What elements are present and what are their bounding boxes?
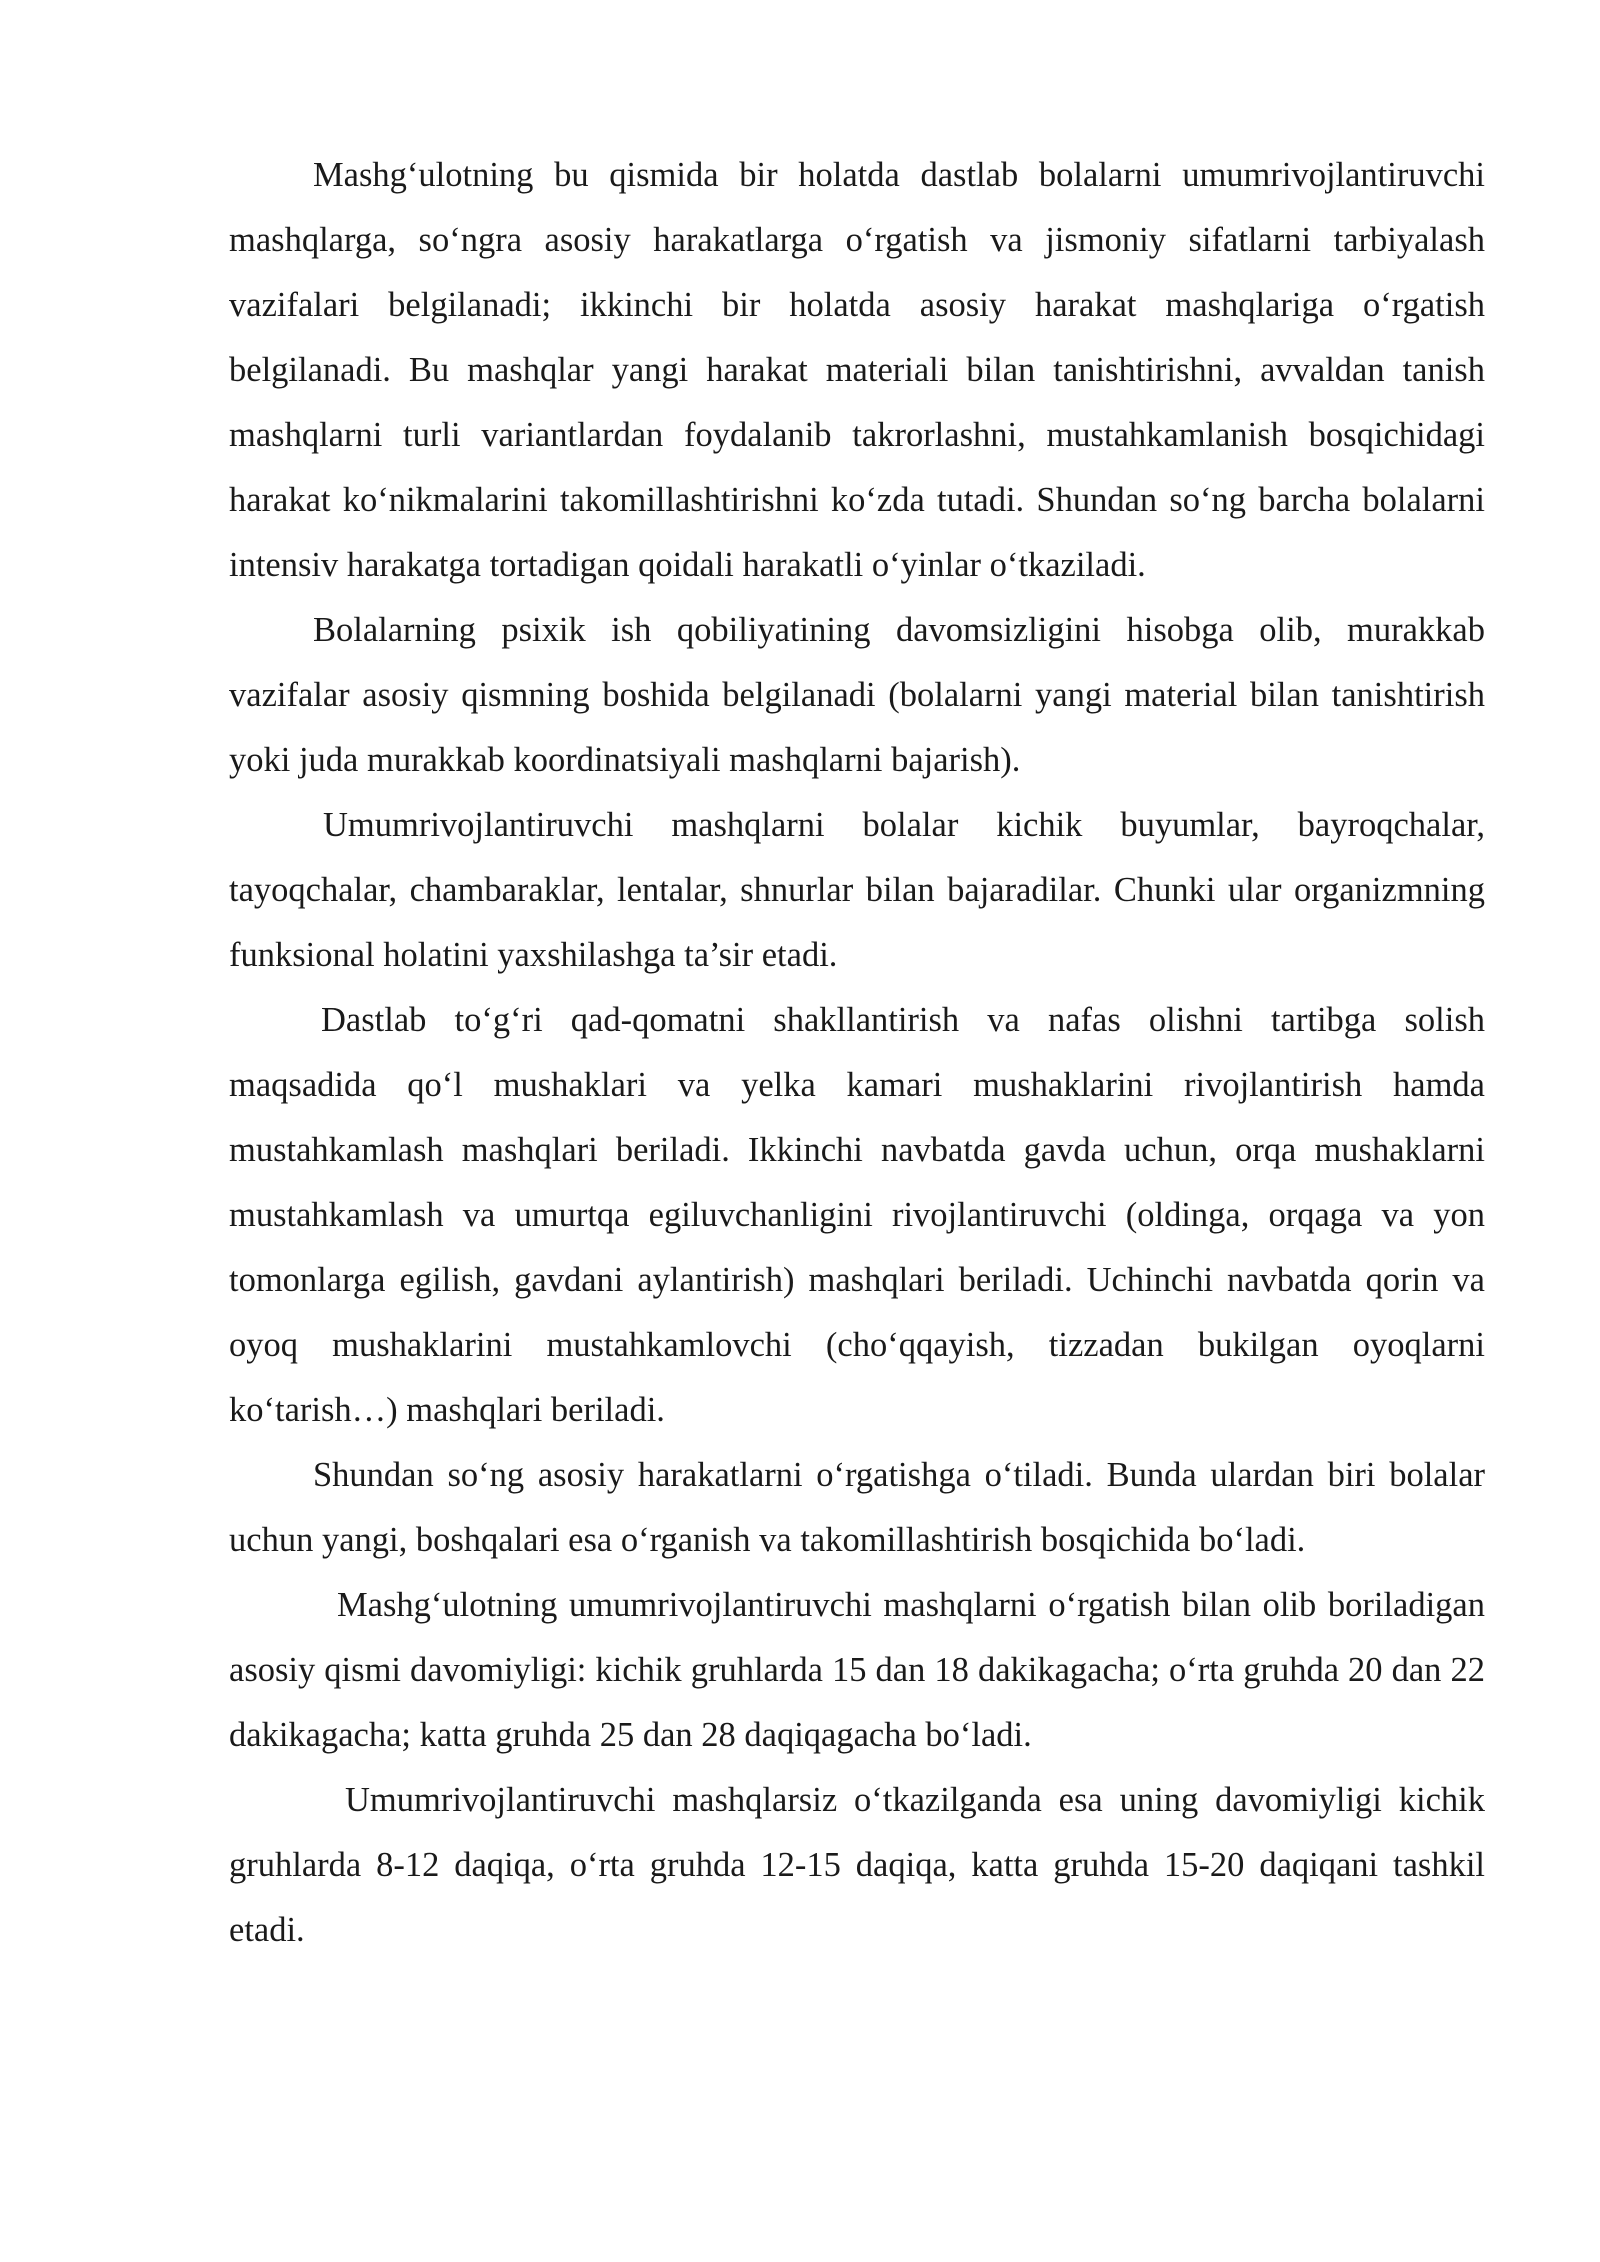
paragraph-5: Shundan so‘ng asosiy harakatlarni o‘rgatishga o‘tiladi. Bunda ulardan biri bolalar uchun yangi, boshqalari esa o‘rganish va takomillashtirish bosqichida bo‘ladi.: [229, 1456, 1485, 1559]
document-body: [229, 143, 1485, 1963]
paragraph-7: Umumrivojlantiruvchi mashqlarsiz o‘tkazilganda esa uning davomiyligi kichik gruhlarda 8-12 daqiqa, o‘rta gruhda 12-15 daqiqa, katta gruhda 15-20 daqiqani tashkil etadi.: [229, 1781, 1485, 1949]
paragraph-1: Mashg‘ulotning bu qismida bir holatda dastlab bolalarni umumrivojlantiruvchi mashqlarga, so‘ngra asosiy harakatlarga o‘rgatish va jismoniy sifatlarni tarbiyalash vazifalari belgilanadi; ikkinchi bir holatda asosiy harakat mashqlariga o‘rgatish belgilanadi. Bu mashqlar yangi harakat materiali bilan tanishtirishni, avvaldan tanish mashqlarni turli variantlardan foydalanib takrorlashni, mustahkamlanish bosqichidagi harakat ko‘nikmalarini takomillashtirishni ko‘zda tutadi. Shundan so‘ng barcha bolalarni intensiv harakatga tortadigan qoidali harakatli o‘yinlar o‘tkaziladi.: [229, 156, 1485, 584]
paragraph-3: Umumrivojlantiruvchi mashqlarni bolalar kichik buyumlar, bayroqchalar, tayoqchalar, chambaraklar, lentalar, shnurlar bilan bajaradilar. Chunki ular organizmning funksional holatini yaxshilashga ta’sir etadi.: [229, 806, 1485, 974]
paragraph-6: Mashg‘ulotning umumrivojlantiruvchi mashqlarni o‘rgatish bilan olib boriladigan asosiy qismi davomiyligi: kichik gruhlarda 15 dan 18 dakikagacha; o‘rta gruhda 20 dan 22 dakikagacha; katta gruhda 25 dan 28 daqiqagacha bo‘ladi.: [229, 1586, 1485, 1754]
paragraph-2: Bolalarning psixik ish qobiliyatining davomsizligini hisobga olib, murakkab vazifalar asosiy qismning boshida belgilanadi (bolalarni yangi material bilan tanishtirish yoki juda murakkab koordinatsiyali mashqlarni bajarish).: [229, 611, 1485, 779]
paragraph-4: Dastlab to‘g‘ri qad-qomatni shakllantirish va nafas olishni tartibga solish maqsadida qo‘l mushaklari va yelka kamari mushaklarini rivojlantirish hamda mustahkamlash mashqlari beriladi. Ikkinchi navbatda gavda uchun, orqa mushaklarni mustahkamlash va umurtqa egiluvchanligini rivojlantiruvchi (oldinga, orqaga va yon tomonlarga egilish, gavdani aylantirish) mashqlari beriladi. Uchinchi navbatda qorin va oyoq mushaklarini mustahkamlovchi (cho‘qqayish, tizzadan bukilgan oyoqlarni ko‘tarish…) mashqlari beriladi.: [229, 1001, 1485, 1429]
